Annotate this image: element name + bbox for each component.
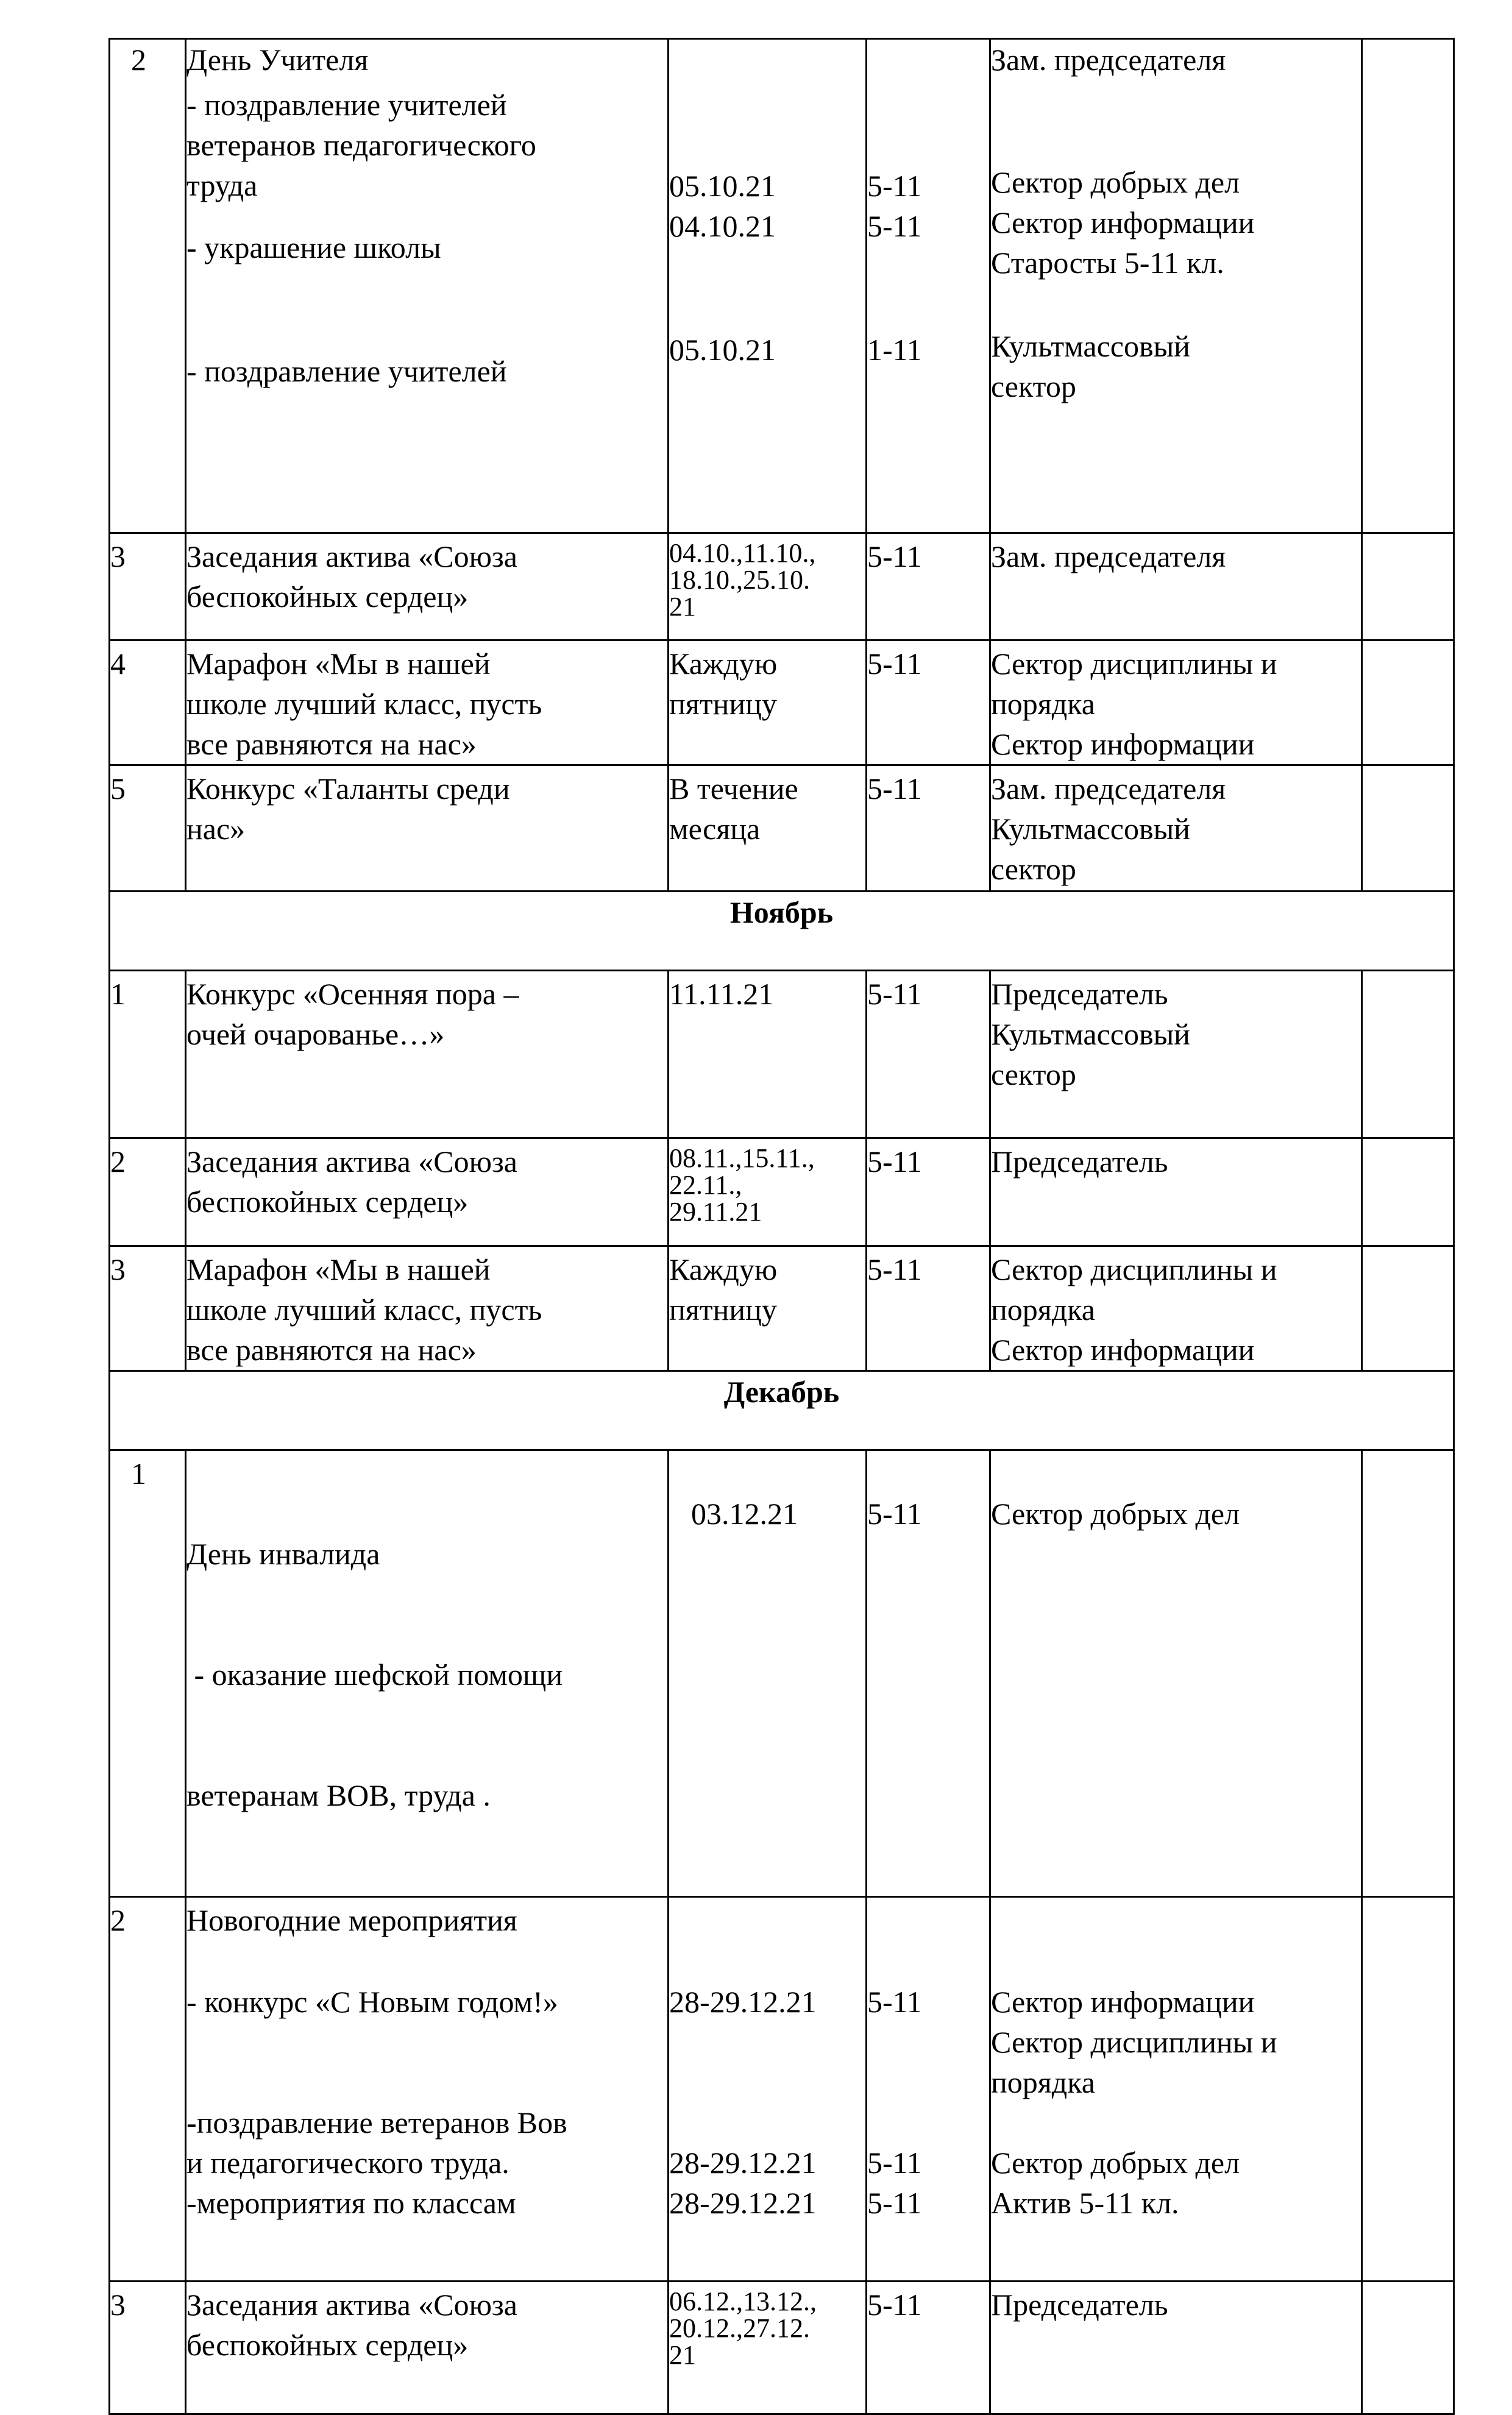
date-value: В течение bbox=[669, 771, 798, 806]
responsible-line: Сектор добрых дел bbox=[991, 165, 1240, 199]
notes-cell bbox=[1362, 533, 1454, 640]
date-value: пятницу bbox=[669, 687, 777, 721]
event-line: все равняются на нас» bbox=[186, 1333, 477, 1367]
date-cell bbox=[669, 533, 867, 640]
class-value: 5-11 bbox=[867, 2146, 922, 2180]
row-number: 1 bbox=[110, 1450, 186, 1897]
class-cell: 5-11 bbox=[867, 1138, 990, 1246]
responsible-cell bbox=[990, 533, 1362, 640]
date-value: 18.10.,25.10. bbox=[669, 565, 810, 595]
class-cell: 5-11 bbox=[867, 1246, 990, 1371]
row-number: 5 bbox=[110, 765, 186, 892]
row-number: 4 bbox=[110, 640, 186, 765]
responsible-cell bbox=[990, 1138, 1362, 1246]
event-line: Заседания актива «Союза bbox=[186, 2288, 517, 2322]
event-line: беспокойных сердец» bbox=[186, 1185, 469, 1219]
date-cell bbox=[669, 1138, 867, 1246]
class-cell: 5-11 bbox=[867, 765, 990, 892]
responsible-line: сектор bbox=[991, 369, 1076, 403]
date-value: 04.10.,11.10., bbox=[669, 538, 816, 568]
table-row bbox=[110, 1138, 1454, 1246]
date-value: 28-29.12.21 bbox=[669, 2146, 817, 2180]
date-value: 08.11.,15.11., bbox=[669, 1143, 815, 1173]
responsible-line: Председатель bbox=[991, 1144, 1168, 1179]
date-value: пятницу bbox=[669, 1293, 777, 1327]
date-cell bbox=[669, 1897, 867, 2282]
responsible-line: порядка bbox=[991, 687, 1095, 721]
date-value: 28-29.12.21 bbox=[669, 2186, 817, 2220]
event-cell bbox=[186, 1897, 669, 2282]
date-value: 05.10.21 bbox=[669, 333, 776, 367]
event-line: и педагогического труда. bbox=[186, 2146, 509, 2180]
responsible-cell bbox=[990, 1246, 1362, 1371]
event-cell bbox=[186, 1246, 669, 1371]
date-value: 11.11.21 bbox=[669, 977, 774, 1011]
event-cell bbox=[186, 971, 669, 1138]
responsible-line: Зам. председателя bbox=[991, 539, 1226, 573]
date-value: 05.10.21 bbox=[669, 169, 776, 203]
table-row bbox=[110, 971, 1454, 1138]
event-cell bbox=[186, 765, 669, 892]
notes-cell bbox=[1362, 1450, 1454, 1897]
class-cell: 5-11 bbox=[867, 640, 990, 765]
responsible-line: Зам. председателя bbox=[991, 771, 1226, 806]
responsible-line: Зам. председателя bbox=[991, 43, 1226, 77]
responsible-cell bbox=[990, 1450, 1362, 1897]
responsible-line: Сектор дисциплины и bbox=[991, 2025, 1277, 2059]
class-cell: 5-11 bbox=[867, 971, 990, 1138]
date-value: Каждую bbox=[669, 1252, 778, 1286]
event-line: очей очарованье…» bbox=[186, 1017, 445, 1051]
event-cell bbox=[186, 640, 669, 765]
class-cell: 5-11 bbox=[867, 533, 990, 640]
responsible-line: порядка bbox=[991, 1293, 1095, 1327]
responsible-line: сектор bbox=[991, 1057, 1076, 1091]
responsible-line: Актив 5-11 кл. bbox=[991, 2186, 1179, 2220]
responsible-cell bbox=[990, 1897, 1362, 2282]
responsible-line: Сектор добрых дел bbox=[991, 1497, 1240, 1531]
event-line: День инвалида bbox=[186, 1537, 380, 1571]
responsible-line: Сектор информации bbox=[991, 1333, 1255, 1367]
event-line: -мероприятия по классам bbox=[186, 2186, 516, 2220]
date-value: 04.10.21 bbox=[669, 209, 776, 243]
table-row bbox=[110, 2282, 1454, 2414]
date-value: 06.12.,13.12., bbox=[669, 2286, 817, 2316]
date-cell bbox=[669, 971, 867, 1138]
event-line: беспокойных сердец» bbox=[186, 580, 469, 614]
responsible-line: Сектор дисциплины и bbox=[991, 1252, 1277, 1286]
row-number: 3 bbox=[110, 533, 186, 640]
date-cell bbox=[669, 640, 867, 765]
responsible-line: Сектор информации bbox=[991, 1985, 1255, 2019]
month-heading-november: Ноябрь bbox=[110, 892, 1454, 971]
class-cell bbox=[867, 39, 990, 533]
table-row bbox=[110, 1897, 1454, 2282]
table-row bbox=[110, 640, 1454, 765]
event-cell bbox=[186, 39, 669, 533]
event-line: школе лучший класс, пусть bbox=[186, 687, 542, 721]
date-value: 21 bbox=[669, 592, 696, 622]
row-number: 2 bbox=[110, 1138, 186, 1246]
event-line: - украшение школы bbox=[186, 230, 441, 264]
responsible-line: Сектор информации bbox=[991, 205, 1255, 239]
notes-cell bbox=[1362, 640, 1454, 765]
row-number: 3 bbox=[110, 1246, 186, 1371]
row-number: 2 bbox=[110, 39, 186, 533]
event-line: Заседания актива «Союза bbox=[186, 1144, 517, 1179]
row-number: 3 bbox=[110, 2282, 186, 2414]
event-title: Новогодние мероприятия bbox=[186, 1903, 517, 1937]
table-row bbox=[110, 765, 1454, 892]
class-cell: 5-11 bbox=[867, 1450, 990, 1897]
event-line: Конкурс «Осенняя пора – bbox=[186, 977, 519, 1011]
event-line: беспокойных сердец» bbox=[186, 2328, 469, 2362]
event-line: Марафон «Мы в нашей bbox=[186, 647, 491, 681]
month-header-row bbox=[110, 892, 1454, 971]
table-row bbox=[110, 533, 1454, 640]
responsible-line: сектор bbox=[991, 852, 1076, 886]
responsible-line: Культмассовый bbox=[991, 1017, 1190, 1051]
class-value: 5-11 bbox=[867, 169, 922, 203]
event-cell bbox=[186, 1138, 669, 1246]
responsible-line: Старосты 5-11 кл. bbox=[991, 246, 1224, 280]
date-cell bbox=[669, 765, 867, 892]
event-line: Заседания актива «Союза bbox=[186, 539, 517, 573]
event-line: Конкурс «Таланты среди bbox=[186, 771, 510, 806]
event-title: День Учителя bbox=[186, 43, 369, 77]
date-cell bbox=[669, 39, 867, 533]
responsible-line: Культмассовый bbox=[991, 329, 1190, 363]
notes-cell bbox=[1362, 1897, 1454, 2282]
responsible-line: Председатель bbox=[991, 977, 1168, 1011]
event-line: -поздравление ветеранов Вов bbox=[186, 2105, 567, 2140]
row-number: 1 bbox=[110, 971, 186, 1138]
table-row bbox=[110, 39, 1454, 533]
class-value: 5-11 bbox=[867, 209, 922, 243]
responsible-line: Сектор добрых дел bbox=[991, 2146, 1240, 2180]
date-value: 21 bbox=[669, 2340, 696, 2370]
class-value: 5-11 bbox=[867, 1985, 922, 2019]
date-cell bbox=[669, 1246, 867, 1371]
event-cell bbox=[186, 533, 669, 640]
responsible-cell bbox=[990, 2282, 1362, 2414]
notes-cell bbox=[1362, 1138, 1454, 1246]
event-line: все равняются на нас» bbox=[186, 727, 477, 761]
class-value: 1-11 bbox=[867, 333, 922, 367]
date-value: Каждую bbox=[669, 647, 778, 681]
table-row bbox=[110, 1450, 1454, 1897]
event-line: ветеранам ВОВ, труда . bbox=[186, 1778, 491, 1812]
event-line: нас» bbox=[186, 812, 246, 846]
event-line: - поздравление учителей bbox=[186, 88, 507, 122]
notes-cell bbox=[1362, 39, 1454, 533]
table-row bbox=[110, 1246, 1454, 1371]
responsible-line: Сектор информации bbox=[991, 727, 1255, 761]
responsible-line: Сектор дисциплины и bbox=[991, 647, 1277, 681]
date-value: 22.11., bbox=[669, 1170, 742, 1200]
responsible-line: порядка bbox=[991, 2065, 1095, 2099]
responsible-cell bbox=[990, 39, 1362, 533]
date-cell bbox=[669, 2282, 867, 2414]
date-value: 20.12.,27.12. bbox=[669, 2313, 810, 2343]
event-line: Марафон «Мы в нашей bbox=[186, 1252, 491, 1286]
class-cell: 5-11 bbox=[867, 2282, 990, 2414]
event-line: - оказание шефской помощи bbox=[186, 1658, 563, 1692]
notes-cell bbox=[1362, 1246, 1454, 1371]
responsible-cell bbox=[990, 640, 1362, 765]
event-line: труда bbox=[186, 168, 258, 202]
event-line: - поздравление учителей bbox=[186, 354, 507, 388]
responsible-cell bbox=[990, 971, 1362, 1138]
class-cell bbox=[867, 1897, 990, 2282]
event-cell bbox=[186, 2282, 669, 2414]
responsible-line: Культмассовый bbox=[991, 812, 1190, 846]
responsible-cell bbox=[990, 765, 1362, 892]
row-number: 2 bbox=[110, 1897, 186, 2282]
date-cell bbox=[669, 1450, 867, 1897]
class-value: 5-11 bbox=[867, 2186, 922, 2220]
notes-cell bbox=[1362, 971, 1454, 1138]
event-line: ветеранов педагогического bbox=[186, 128, 536, 162]
event-line: - конкурс «С Новым годом!» bbox=[186, 1985, 558, 2019]
event-cell bbox=[186, 1450, 669, 1897]
responsible-line: Председатель bbox=[991, 2288, 1168, 2322]
date-value: месяца bbox=[669, 812, 761, 846]
notes-cell bbox=[1362, 765, 1454, 892]
month-heading-december: Декабрь bbox=[110, 1371, 1454, 1450]
activity-plan-table bbox=[108, 38, 1455, 2415]
date-value: 28-29.12.21 bbox=[669, 1985, 817, 2019]
date-value: 29.11.21 bbox=[669, 1197, 762, 1227]
month-header-row bbox=[110, 1371, 1454, 1450]
event-line: школе лучший класс, пусть bbox=[186, 1293, 542, 1327]
date-value: 03.12.21 bbox=[691, 1497, 798, 1531]
notes-cell bbox=[1362, 2282, 1454, 2414]
